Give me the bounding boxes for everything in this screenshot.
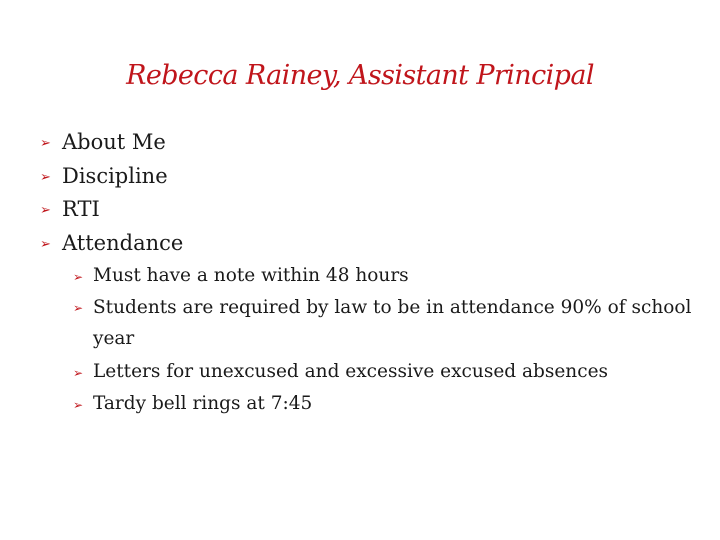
arrow-bullet-icon: ➢ [40,236,51,252]
bullet-label: About Me [62,130,166,154]
sub-bullet-label: Must have a note within 48 hours [93,265,409,286]
arrow-bullet-icon: ➢ [40,169,51,185]
bullet-item-rti [40,193,700,227]
sub-bullet-label: Students are required by law to be in attendance 90% of school year [93,297,692,349]
sub-bullet-item [73,388,700,420]
sub-bullet-label: Letters for unexcused and excessive excused absences [93,361,609,382]
arrow-bullet-icon: ➢ [73,398,84,412]
sub-bullet-item [73,356,700,388]
bullet-item-discipline [40,160,700,194]
arrow-bullet-icon: ➢ [40,203,51,218]
arrow-bullet-icon: ➢ [73,366,84,380]
sub-bullet-list [40,260,700,420]
bullet-label: Attendance [62,230,184,255]
bullet-item-attendance [40,227,700,261]
bullet-item-about-me [40,126,700,160]
sub-bullet-item [73,292,700,354]
sub-bullet-label: Tardy bell rings at 7:45 [93,393,313,414]
arrow-bullet-icon: ➢ [73,301,84,315]
arrow-bullet-icon: ➢ [40,136,51,151]
slide-title: Rebecca Rainey, Assistant Principal [126,60,594,91]
bullet-label: RTI [62,197,100,221]
arrow-bullet-icon: ➢ [73,270,84,284]
bullet-list [40,126,700,420]
sub-bullet-group [40,260,700,420]
sub-bullet-item [73,260,700,292]
bullet-label: Discipline [62,163,168,188]
